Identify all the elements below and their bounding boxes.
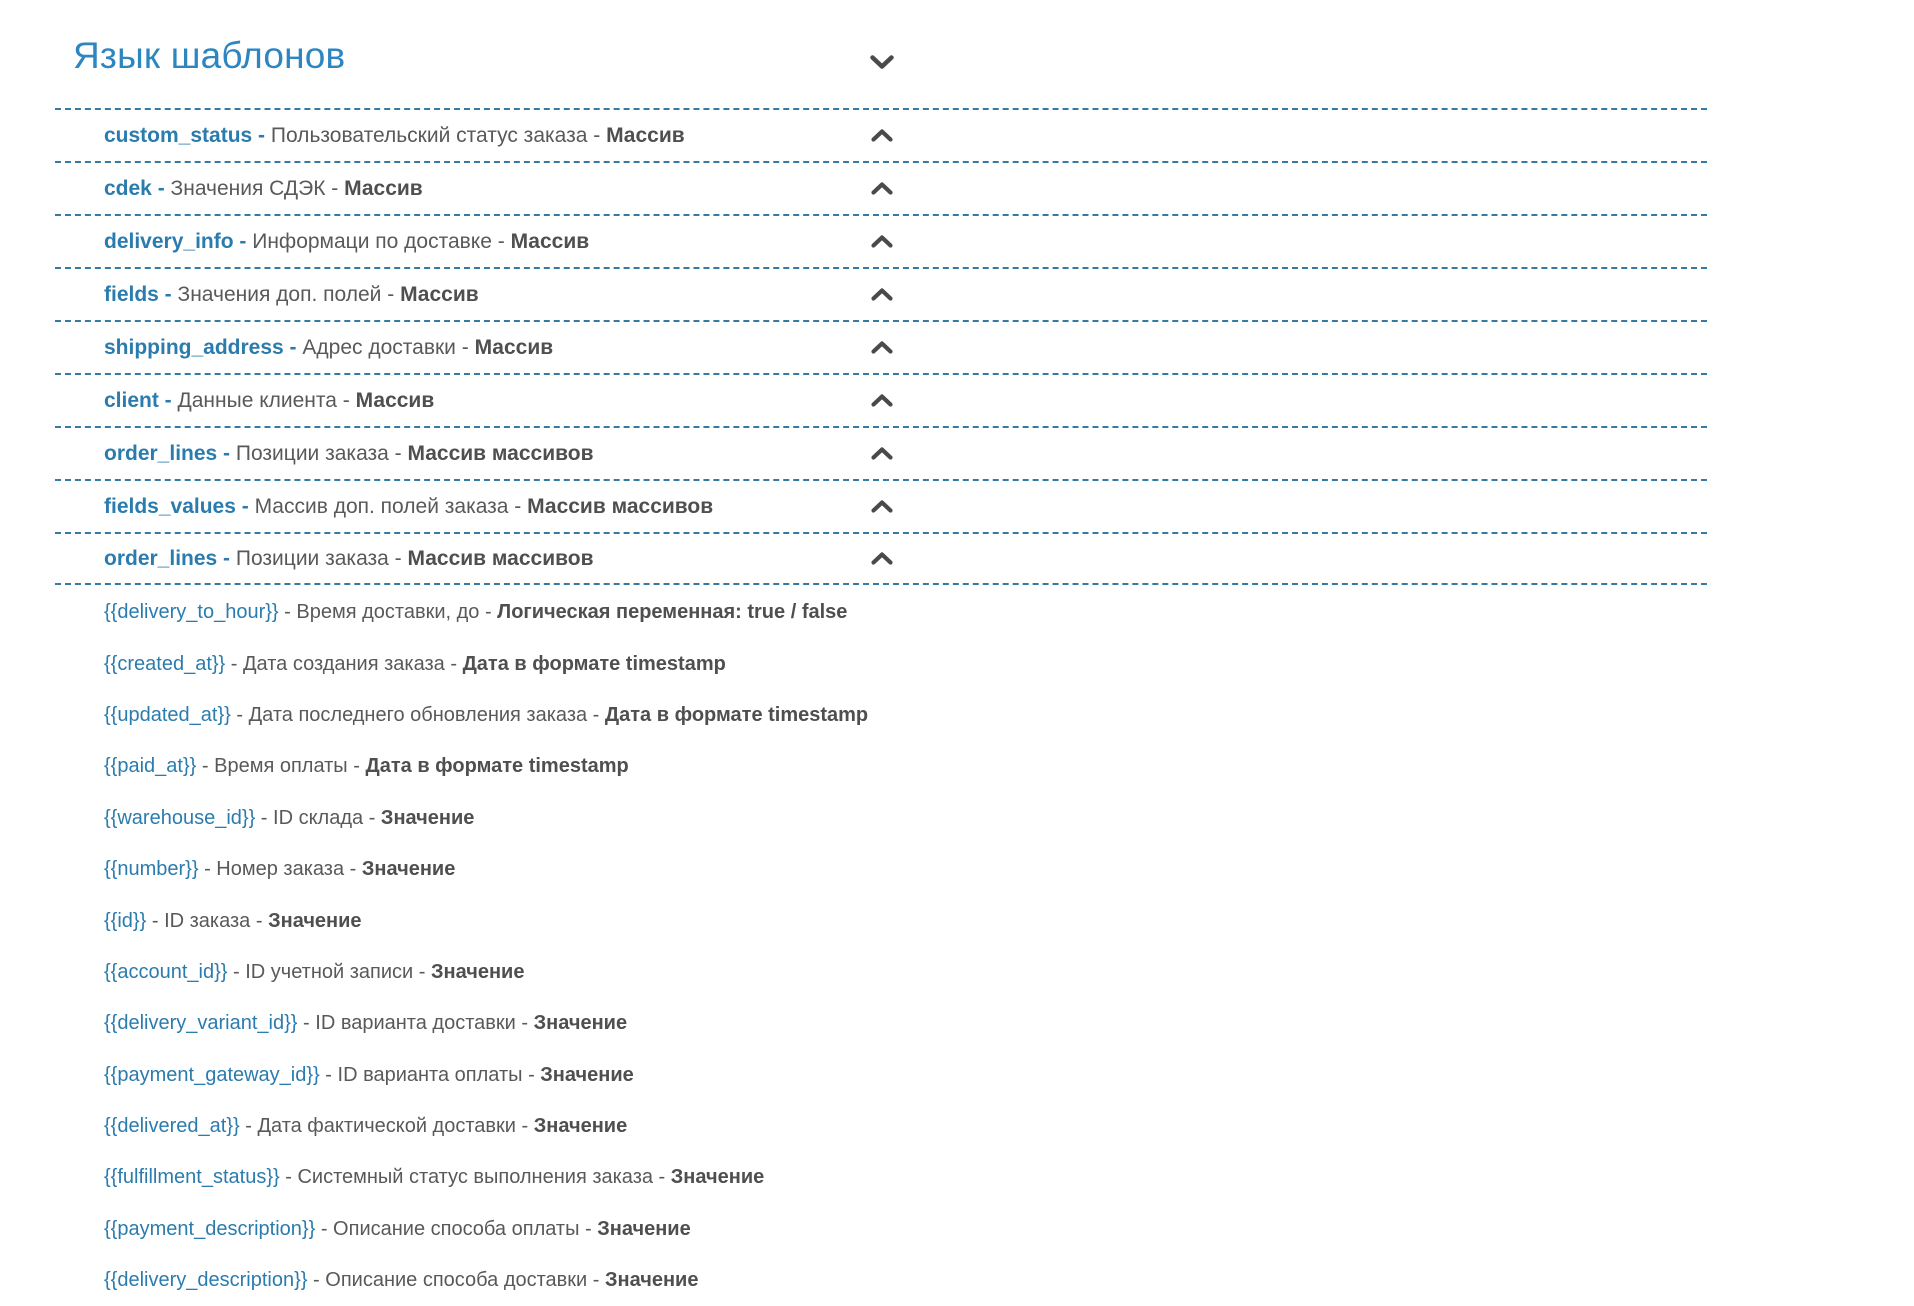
- variable-description: - ID варианта доставки -: [297, 1012, 534, 1035]
- variable-row: [55, 638, 1707, 689]
- chevron-up-icon: [870, 446, 894, 461]
- variable-name: {{delivery_to_hour}}: [104, 601, 279, 624]
- section-type-label: Массив массивов: [407, 546, 594, 570]
- section-description: Значения доп. полей -: [177, 282, 401, 306]
- variable-name: {{delivered_at}}: [104, 1115, 240, 1138]
- variable-name: {{warehouse_id}}: [104, 806, 256, 829]
- variable-row: [55, 793, 1707, 844]
- section-row: [55, 532, 1707, 585]
- section-description: Значения СДЭК -: [170, 176, 345, 200]
- section-row: [55, 426, 1707, 479]
- variable-description: - Дата фактической доставки -: [239, 1115, 534, 1138]
- variable-description: - Номер заказа -: [198, 858, 362, 881]
- chevron-up-icon: [870, 551, 894, 566]
- variable-name: {{fulfillment_status}}: [104, 1166, 280, 1189]
- section-description: Массив доп. полей заказа -: [254, 494, 528, 518]
- section-collapse-button[interactable]: [868, 179, 896, 199]
- variable-type-label: Дата в формате timestamp: [462, 652, 726, 675]
- section-row: [55, 214, 1707, 267]
- section-type-label: Массив: [355, 388, 435, 412]
- chevron-down-icon: [869, 54, 895, 70]
- variable-row: [55, 1101, 1707, 1152]
- section-name-link[interactable]: fields -: [104, 282, 178, 306]
- section-type-label: Массив массивов: [527, 494, 714, 518]
- section-description: Адрес доставки -: [302, 335, 475, 359]
- variable-type-label: Значение: [670, 1166, 765, 1189]
- page-title: Язык шаблонов: [73, 35, 346, 76]
- variable-description: - Описание способа доставки -: [307, 1269, 605, 1292]
- page-header: [55, 0, 1707, 108]
- variable-row: [55, 1152, 1707, 1203]
- variable-description: - Системный статус выполнения заказа -: [279, 1166, 671, 1189]
- section-row: [55, 267, 1707, 320]
- variable-description: - ID учетной записи -: [227, 960, 431, 983]
- chevron-up-icon: [870, 393, 894, 408]
- section-collapse-button[interactable]: [868, 232, 896, 252]
- section-row: [55, 373, 1707, 426]
- variable-name: {{payment_description}}: [104, 1217, 316, 1240]
- chevron-up-icon: [870, 287, 894, 302]
- variable-row: [55, 587, 1707, 638]
- chevron-up-icon: [870, 499, 894, 514]
- variable-row: [55, 1050, 1707, 1101]
- section-name-link[interactable]: delivery_info -: [104, 229, 253, 253]
- variable-row: [55, 1204, 1707, 1255]
- variable-type-label: Дата в формате timestamp: [604, 703, 869, 726]
- variable-type-label: Значение: [380, 806, 475, 829]
- section-row: [55, 161, 1707, 214]
- variable-type-label: Дата в формате timestamp: [365, 755, 629, 778]
- chevron-up-icon: [870, 181, 894, 196]
- section-description: Позиции заказа -: [235, 546, 408, 570]
- variable-description: - ID заказа -: [146, 909, 269, 932]
- variable-type-label: Значение: [268, 909, 362, 932]
- variable-row: [55, 895, 1707, 946]
- section-collapse-button[interactable]: [868, 549, 896, 569]
- variable-description: - Дата последнего обновления заказа -: [230, 703, 605, 726]
- section-collapse-button[interactable]: [868, 126, 896, 146]
- header-collapse-button[interactable]: [868, 52, 896, 72]
- sections-list: [55, 108, 1707, 585]
- section-row: [55, 108, 1707, 161]
- variable-name: {{updated_at}}: [104, 703, 231, 726]
- section-description: Информаци по доставке -: [252, 229, 511, 253]
- section-description: Данные клиента -: [177, 388, 356, 412]
- variable-name: {{number}}: [104, 858, 199, 881]
- variable-name: {{delivery_description}}: [104, 1269, 308, 1292]
- variable-name: {{created_at}}: [104, 652, 226, 675]
- section-name-link[interactable]: fields_values -: [104, 494, 255, 518]
- variable-description: - ID склада -: [255, 806, 381, 829]
- section-type-label: Массив: [606, 123, 685, 147]
- variable-name: {{delivery_variant_id}}: [104, 1012, 298, 1035]
- variable-type-label: Значение: [604, 1269, 699, 1292]
- variable-row: [55, 1255, 1707, 1306]
- section-name-link[interactable]: shipping_address -: [104, 335, 303, 359]
- variable-row: [55, 741, 1707, 792]
- section-type-label: Массив: [400, 282, 479, 306]
- variable-type-label: Значение: [430, 960, 525, 983]
- section-collapse-button[interactable]: [868, 285, 896, 305]
- variable-name: {{account_id}}: [104, 960, 228, 983]
- variable-type-label: Значение: [533, 1012, 628, 1035]
- section-description: Позиции заказа -: [235, 441, 408, 465]
- variable-row: [55, 690, 1707, 741]
- variable-description: - Время доставки, до -: [278, 601, 498, 624]
- section-name-link[interactable]: order_lines -: [104, 546, 236, 570]
- section-type-label: Массив: [344, 176, 423, 200]
- section-name-link[interactable]: client -: [104, 388, 178, 412]
- variable-row: [55, 844, 1707, 895]
- variable-type-label: Значение: [533, 1115, 628, 1138]
- section-collapse-button[interactable]: [868, 444, 896, 464]
- section-collapse-button[interactable]: [868, 338, 896, 358]
- section-type-label: Массив: [474, 335, 554, 359]
- chevron-up-icon: [870, 128, 894, 143]
- variable-type-label: Значение: [597, 1217, 691, 1240]
- section-description: Пользовательский статус заказа -: [270, 123, 607, 147]
- section-name-link[interactable]: cdek -: [104, 176, 171, 200]
- section-name-link[interactable]: order_lines -: [104, 441, 236, 465]
- variable-name: {{payment_gateway_id}}: [104, 1063, 320, 1086]
- section-type-label: Массив массивов: [407, 441, 594, 465]
- variables-list: [55, 585, 1707, 1306]
- variable-row: [55, 998, 1707, 1049]
- variable-description: - ID варианта оплаты -: [319, 1063, 541, 1086]
- chevron-up-icon: [870, 340, 894, 355]
- variable-type-label: Значение: [540, 1063, 634, 1086]
- variable-type-label: Логическая переменная: true / false: [497, 601, 848, 624]
- section-name-link[interactable]: custom_status -: [104, 123, 271, 147]
- variable-type-label: Значение: [361, 858, 456, 881]
- chevron-up-icon: [870, 234, 894, 249]
- variable-row: [55, 947, 1707, 998]
- variable-name: {{paid_at}}: [104, 755, 197, 778]
- section-row: [55, 479, 1707, 532]
- variable-description: - Описание способа оплаты -: [315, 1217, 598, 1240]
- variable-description: - Время оплаты -: [196, 755, 366, 778]
- section-row: [55, 320, 1707, 373]
- variable-name: {{id}}: [104, 909, 147, 932]
- section-collapse-button[interactable]: [868, 497, 896, 517]
- section-collapse-button[interactable]: [868, 391, 896, 411]
- variable-description: - Дата создания заказа -: [225, 652, 463, 675]
- section-type-label: Массив: [510, 229, 590, 253]
